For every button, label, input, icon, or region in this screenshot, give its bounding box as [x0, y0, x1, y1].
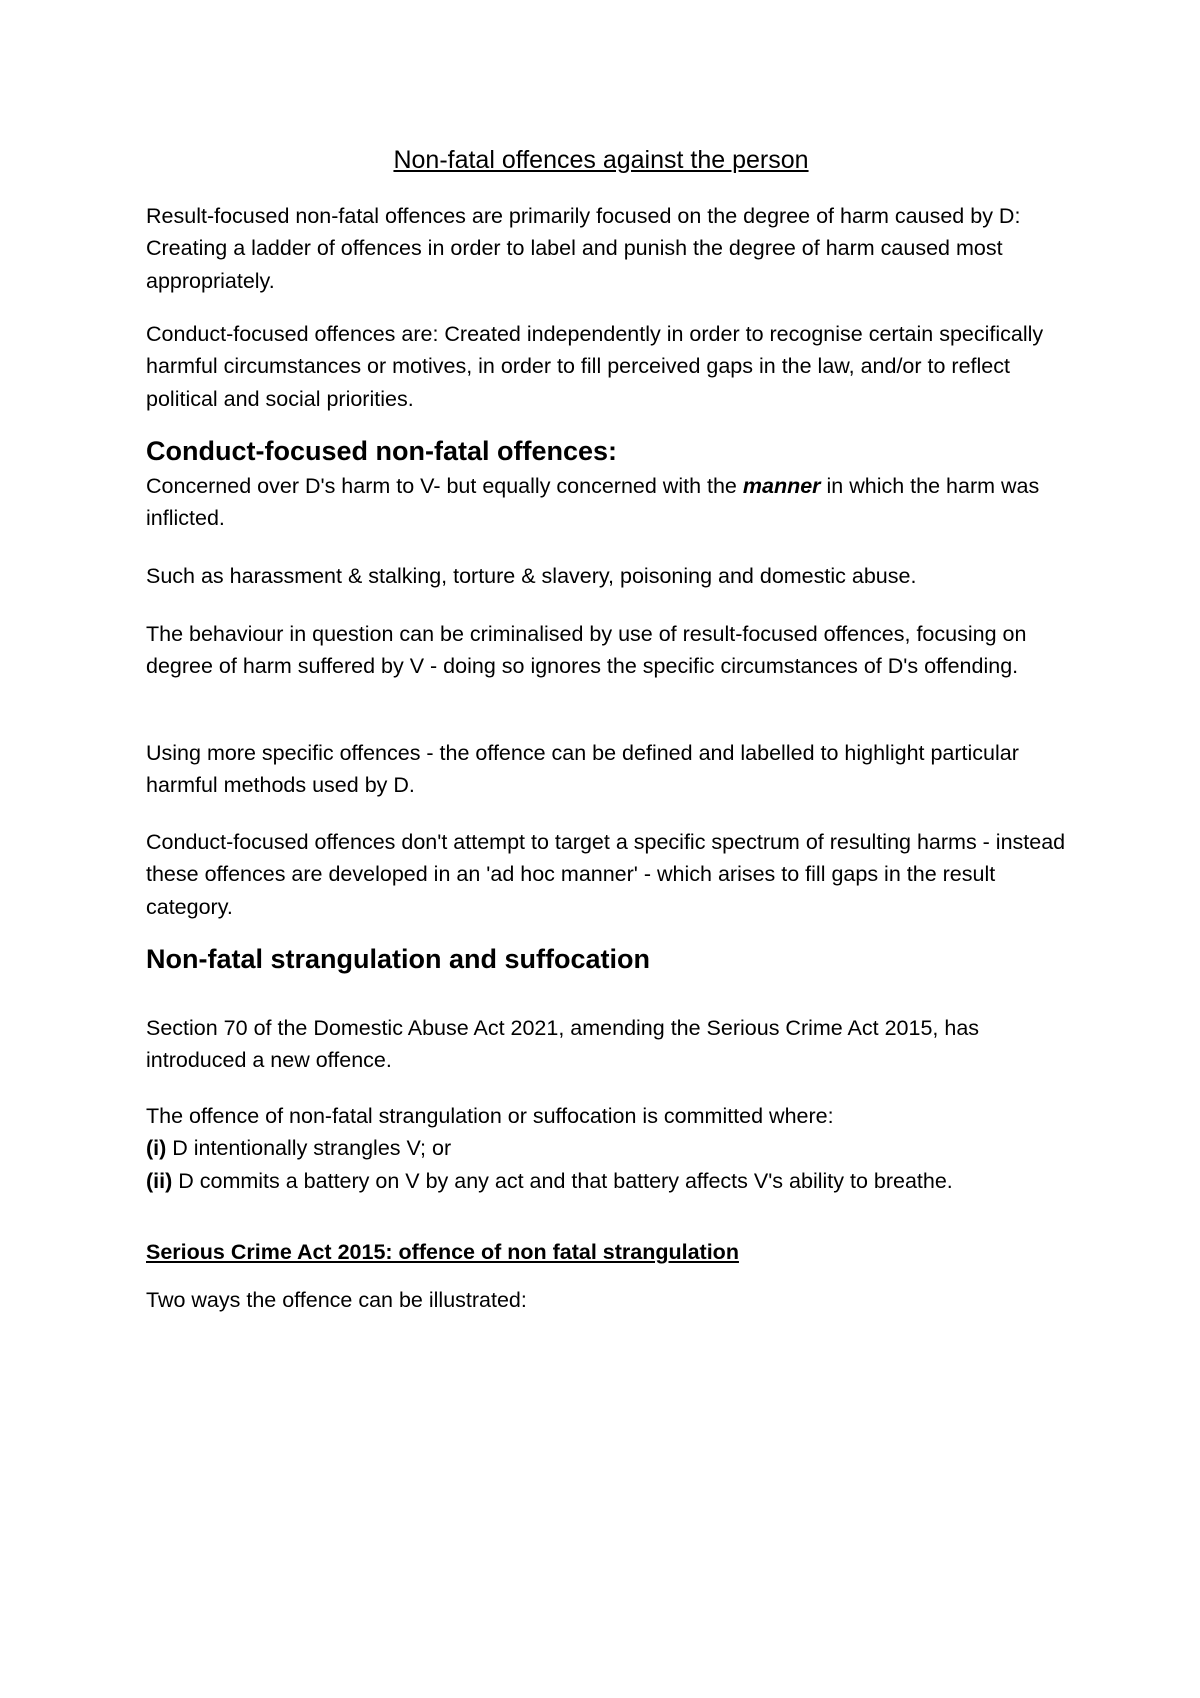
serious-crime-act-subheading: Serious Crime Act 2015: offence of non fatal strangulation	[146, 1240, 739, 1264]
result-focused-paragraph: Result-focused non-fatal offences are primarily focused on the degree of harm caused by D: Creating a ladder of offences in order to label and punish the degree of harm caused most appropriately.	[146, 204, 1021, 293]
two-ways-paragraph: Two ways the offence can be illustrated:	[146, 1288, 527, 1312]
offence-definition-paragraph	[146, 1100, 1076, 1197]
section-70-paragraph: Section 70 of the Domestic Abuse Act 2021, amending the Serious Crime Act 2015, has introduced a new offence.	[146, 1016, 980, 1073]
conduct-concern-text-after: in which the harm was inflicted.	[146, 474, 1040, 531]
strangulation-heading: Non-fatal strangulation and suffocation	[146, 944, 650, 974]
conduct-concern-paragraph	[146, 470, 1076, 535]
document-title: Non-fatal offences against the person	[393, 146, 809, 174]
examples-paragraph: Such as harassment & stalking, torture & slavery, poisoning and domestic abuse.	[146, 564, 917, 588]
list-item-text-1: D intentionally strangles V; or	[166, 1136, 452, 1161]
conduct-focused-intro-paragraph: Conduct-focused offences are: Created independently in order to recognise certain specifically harmful circumstances or motives, in order to fill perceived gaps in the law, and/or to reflect political and social priorities.	[146, 322, 1044, 411]
manner-emphasis: manner	[742, 474, 821, 498]
conduct-concern-text-before: Concerned over D's harm to V- but equally concerned with the	[146, 474, 743, 498]
offence-definition-intro: The offence of non-fatal strangulation or suffocation is committed where:	[146, 1104, 834, 1128]
list-item-label-2: (ii)	[146, 1168, 173, 1193]
list-item-text-2: D commits a battery on V by any act and that battery affects V's ability to breathe.	[172, 1168, 953, 1193]
list-item-label-1: (i)	[146, 1136, 167, 1161]
criminalised-paragraph: The behaviour in question can be criminalised by use of result-focused offences, focusing on degree of harm suffered by V - doing so ignores the specific circumstances of D's offending.	[146, 622, 1027, 679]
conduct-focused-heading: Conduct-focused non-fatal offences:	[146, 436, 617, 466]
specific-offences-paragraph: Using more specific offences - the offence can be defined and labelled to highlight particular harmful methods used by D.	[146, 741, 1019, 798]
ad-hoc-paragraph: Conduct-focused offences don't attempt to target a specific spectrum of resulting harms - instead these offences are developed in an 'ad hoc manner' - which arises to fill gaps in the result category.	[146, 830, 1066, 919]
